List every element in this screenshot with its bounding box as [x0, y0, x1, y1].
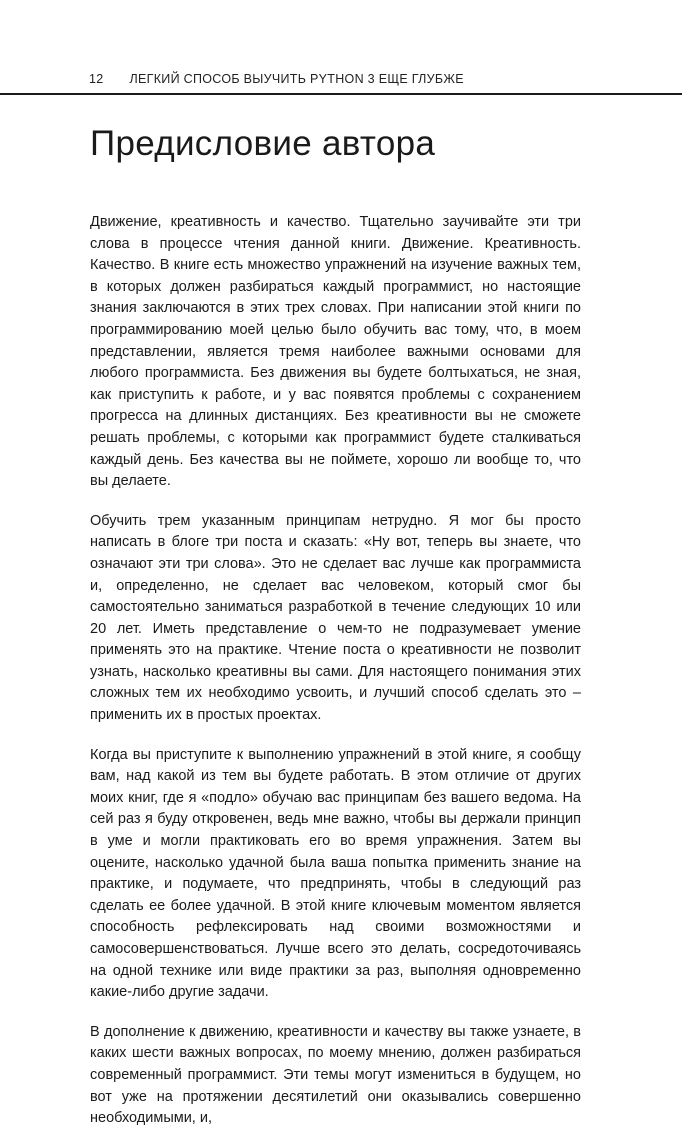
paragraph-4: В дополнение к движению, креативности и качеству вы также узнаете, в каких шести важных вопросах, по моему мнению, должен разбираться современный программист. Эти темы могут измениться в будущем, но вот уже на протяжении десятилетий они оказывались совершенно необходимыми, и, — [90, 1023, 581, 1127]
page-number: 12 — [89, 72, 104, 86]
paragraph-2: Обучить трем указанным принципам нетрудно. Я мог бы просто написать в блоге три поста и сказать: «Ну вот, теперь вы знаете, что означают эти три слова». Это не сделает вас лучше как программиста и, определенно, не сделает вас человеком, который смог бы самостоятельно заниматься разработкой в течение следующих 10 или 20 лет. Иметь представление о чем-то не подразумевает умение применять это на практике. Чтение поста о креативности не позволит узнать, насколько креативны вы сами. Для настоящего понимания этих сложных тем их необходимо усвоить, и лучший способ сделать это – применить их в простых проектах. — [90, 512, 581, 724]
paragraph-3: Когда вы приступите к выполнению упражнений в этой книге, я сообщу вам, над какой из тем вы будете работать. В этом отличие от других моих книг, где я «подло» обучаю вас принципам без вашего ведома. На сей раз я буду откровенен, ведь мне важно, чтобы вы держали принцип в уме и могли практиковать его во время упражнения. Затем вы оцените, насколько удачной была ваша попытка применить знание на практике, и подумаете, что предпринять, чтобы в следующий раз сделать ее более удачной. В этой книге ключевым моментом является способность рефлексировать над своими возможностями и самосовершенствоваться. Лучше всего это делать, сосредоточиваясь на одной технике или виде практики за раз, выполняя одновременно какие-либо другие задачи. — [90, 746, 581, 1001]
paragraph-1: Движение, креативность и качество. Тщательно заучивайте эти три слова в процессе чтения данной книги. Движение. Креативность. Качество. В книге есть множество упражнений на изучение важных тем, в которых должен разбираться каждый программист, но настоящие знания заключаются в этих трех словах. При написании этой книги по программированию моей целью было обучить вас тому, что, в моем представлении, является тремя наиболее важными основами для любого программиста. Без движения вы будете болтыхаться, не зная, как приступить к работе, и у вас появятся проблемы с сохранением прогресса на длинных дистанциях. Без креативности вы не сможете решать проблемы, с которыми как программист будете сталкиваться каждый день. Без качества вы не поймете, хорошо ли вообще то, что вы делаете. — [90, 214, 581, 490]
header-rule — [0, 93, 682, 95]
running-title: ЛЕГКИЙ СПОСОБ ВЫУЧИТЬ PYTHON 3 ЕЩЕ ГЛУБЖЕ — [129, 72, 464, 86]
running-header — [89, 72, 662, 86]
body-text — [90, 212, 581, 1148]
chapter-title: Предисловие автора — [90, 124, 436, 163]
